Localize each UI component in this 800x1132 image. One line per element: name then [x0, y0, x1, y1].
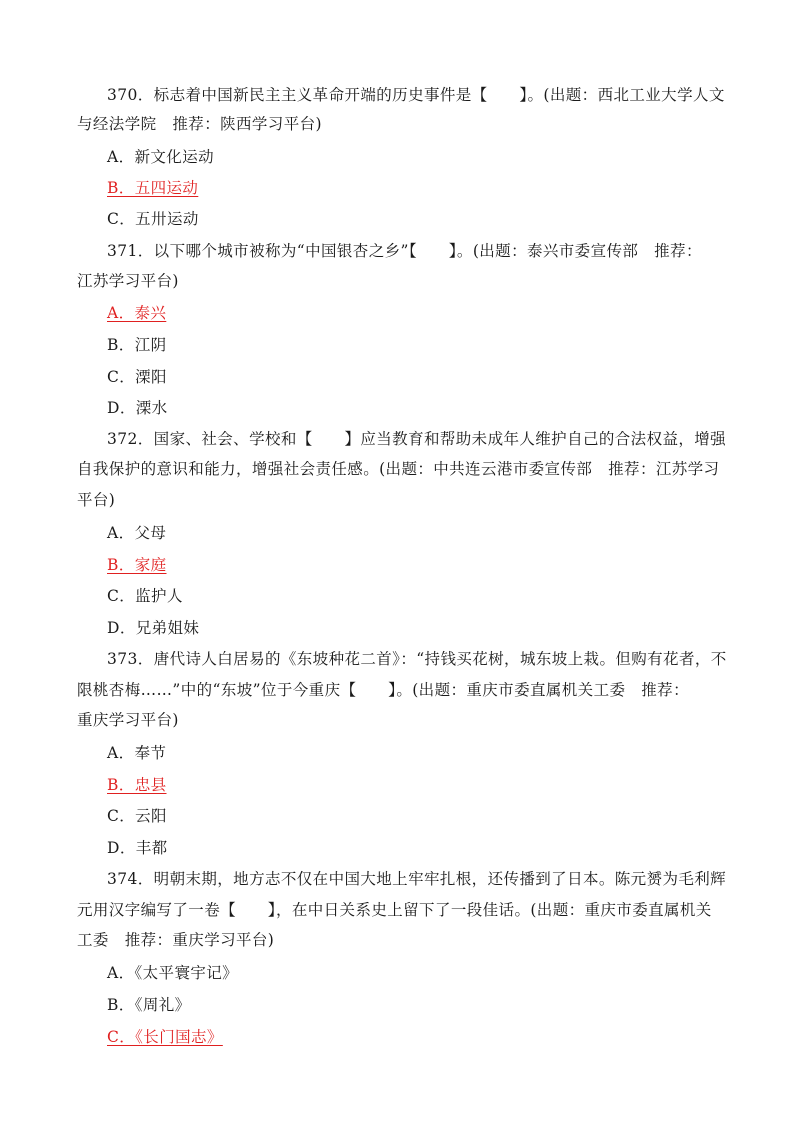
question-372-stem-line-1: 372．国家、社会、学校和【 】应当教育和帮助未成年人维护自己的合法权益，增强	[107, 430, 727, 448]
question-371-option-c: C．溧阳	[107, 368, 167, 386]
question-371-option-b: B．江阴	[107, 336, 167, 354]
question-371-option-d: D．溧水	[107, 399, 168, 417]
question-373-option-a: A．奉节	[107, 744, 167, 762]
question-373-stem-line-2: 限桃杏梅……”中的“东坡”位于今重庆【 】。(出题：重庆市委直属机关工委 推荐：	[77, 681, 689, 699]
question-373-option-b-correct: B．忠县	[107, 776, 167, 794]
question-374-option-b: B．《周礼》	[107, 996, 191, 1014]
question-371-stem-line-2: 江苏学习平台)	[77, 272, 179, 290]
question-372-option-d: D．兄弟姐妹	[107, 619, 200, 637]
question-371-stem-line-1: 371．以下哪个城市被称为“中国银杏之乡”【 】。(出题：泰兴市委宣传部 推荐：	[107, 242, 702, 260]
question-372-option-b-correct: B．家庭	[107, 556, 167, 574]
question-372-option-c: C．监护人	[107, 587, 183, 605]
question-372-option-a: A．父母	[107, 524, 167, 542]
question-370-option-a: A．新文化运动	[107, 148, 214, 166]
question-374-option-c-correct: C．《长门国志》	[107, 1028, 223, 1046]
question-371-option-a-correct: A．泰兴	[107, 304, 167, 322]
question-374-option-a: A．《太平寰宇记》	[107, 964, 239, 982]
question-374-stem-line-2: 元用汉字编写了一卷【 】，在中日关系史上留下了一段佳话。(出题：重庆市委直属机关	[77, 901, 712, 919]
question-372-stem-line-2: 自我保护的意识和能力，增强社会责任感。(出题：中共连云港市委宣传部 推荐：江苏学习	[77, 460, 720, 478]
question-374-stem-line-3: 工委 推荐：重庆学习平台)	[77, 931, 275, 949]
question-370-option-b-correct: B．五四运动	[107, 179, 199, 197]
question-373-option-c: C．云阳	[107, 807, 167, 825]
question-370-stem-line-2: 与经法学院 推荐：陕西学习平台)	[77, 115, 322, 133]
question-372-stem-line-3: 平台)	[77, 491, 116, 509]
question-370-stem-line-1: 370．标志着中国新民主主义革命开端的历史事件是【 】。(出题：西北工业大学人文	[107, 86, 725, 104]
question-370-option-c: C．五卅运动	[107, 210, 199, 228]
question-373-stem-line-1: 373．唐代诗人白居易的《东坡种花二首》：“持钱买花树，城东坡上栽。但购有花者，不	[107, 650, 727, 668]
question-373-option-d: D．丰都	[107, 839, 168, 857]
question-373-stem-line-3: 重庆学习平台)	[77, 711, 179, 729]
question-374-stem-line-1: 374．明朝末期，地方志不仅在中国大地上牢牢扎根，还传播到了日本。陈元赟为毛利辉	[107, 870, 727, 888]
